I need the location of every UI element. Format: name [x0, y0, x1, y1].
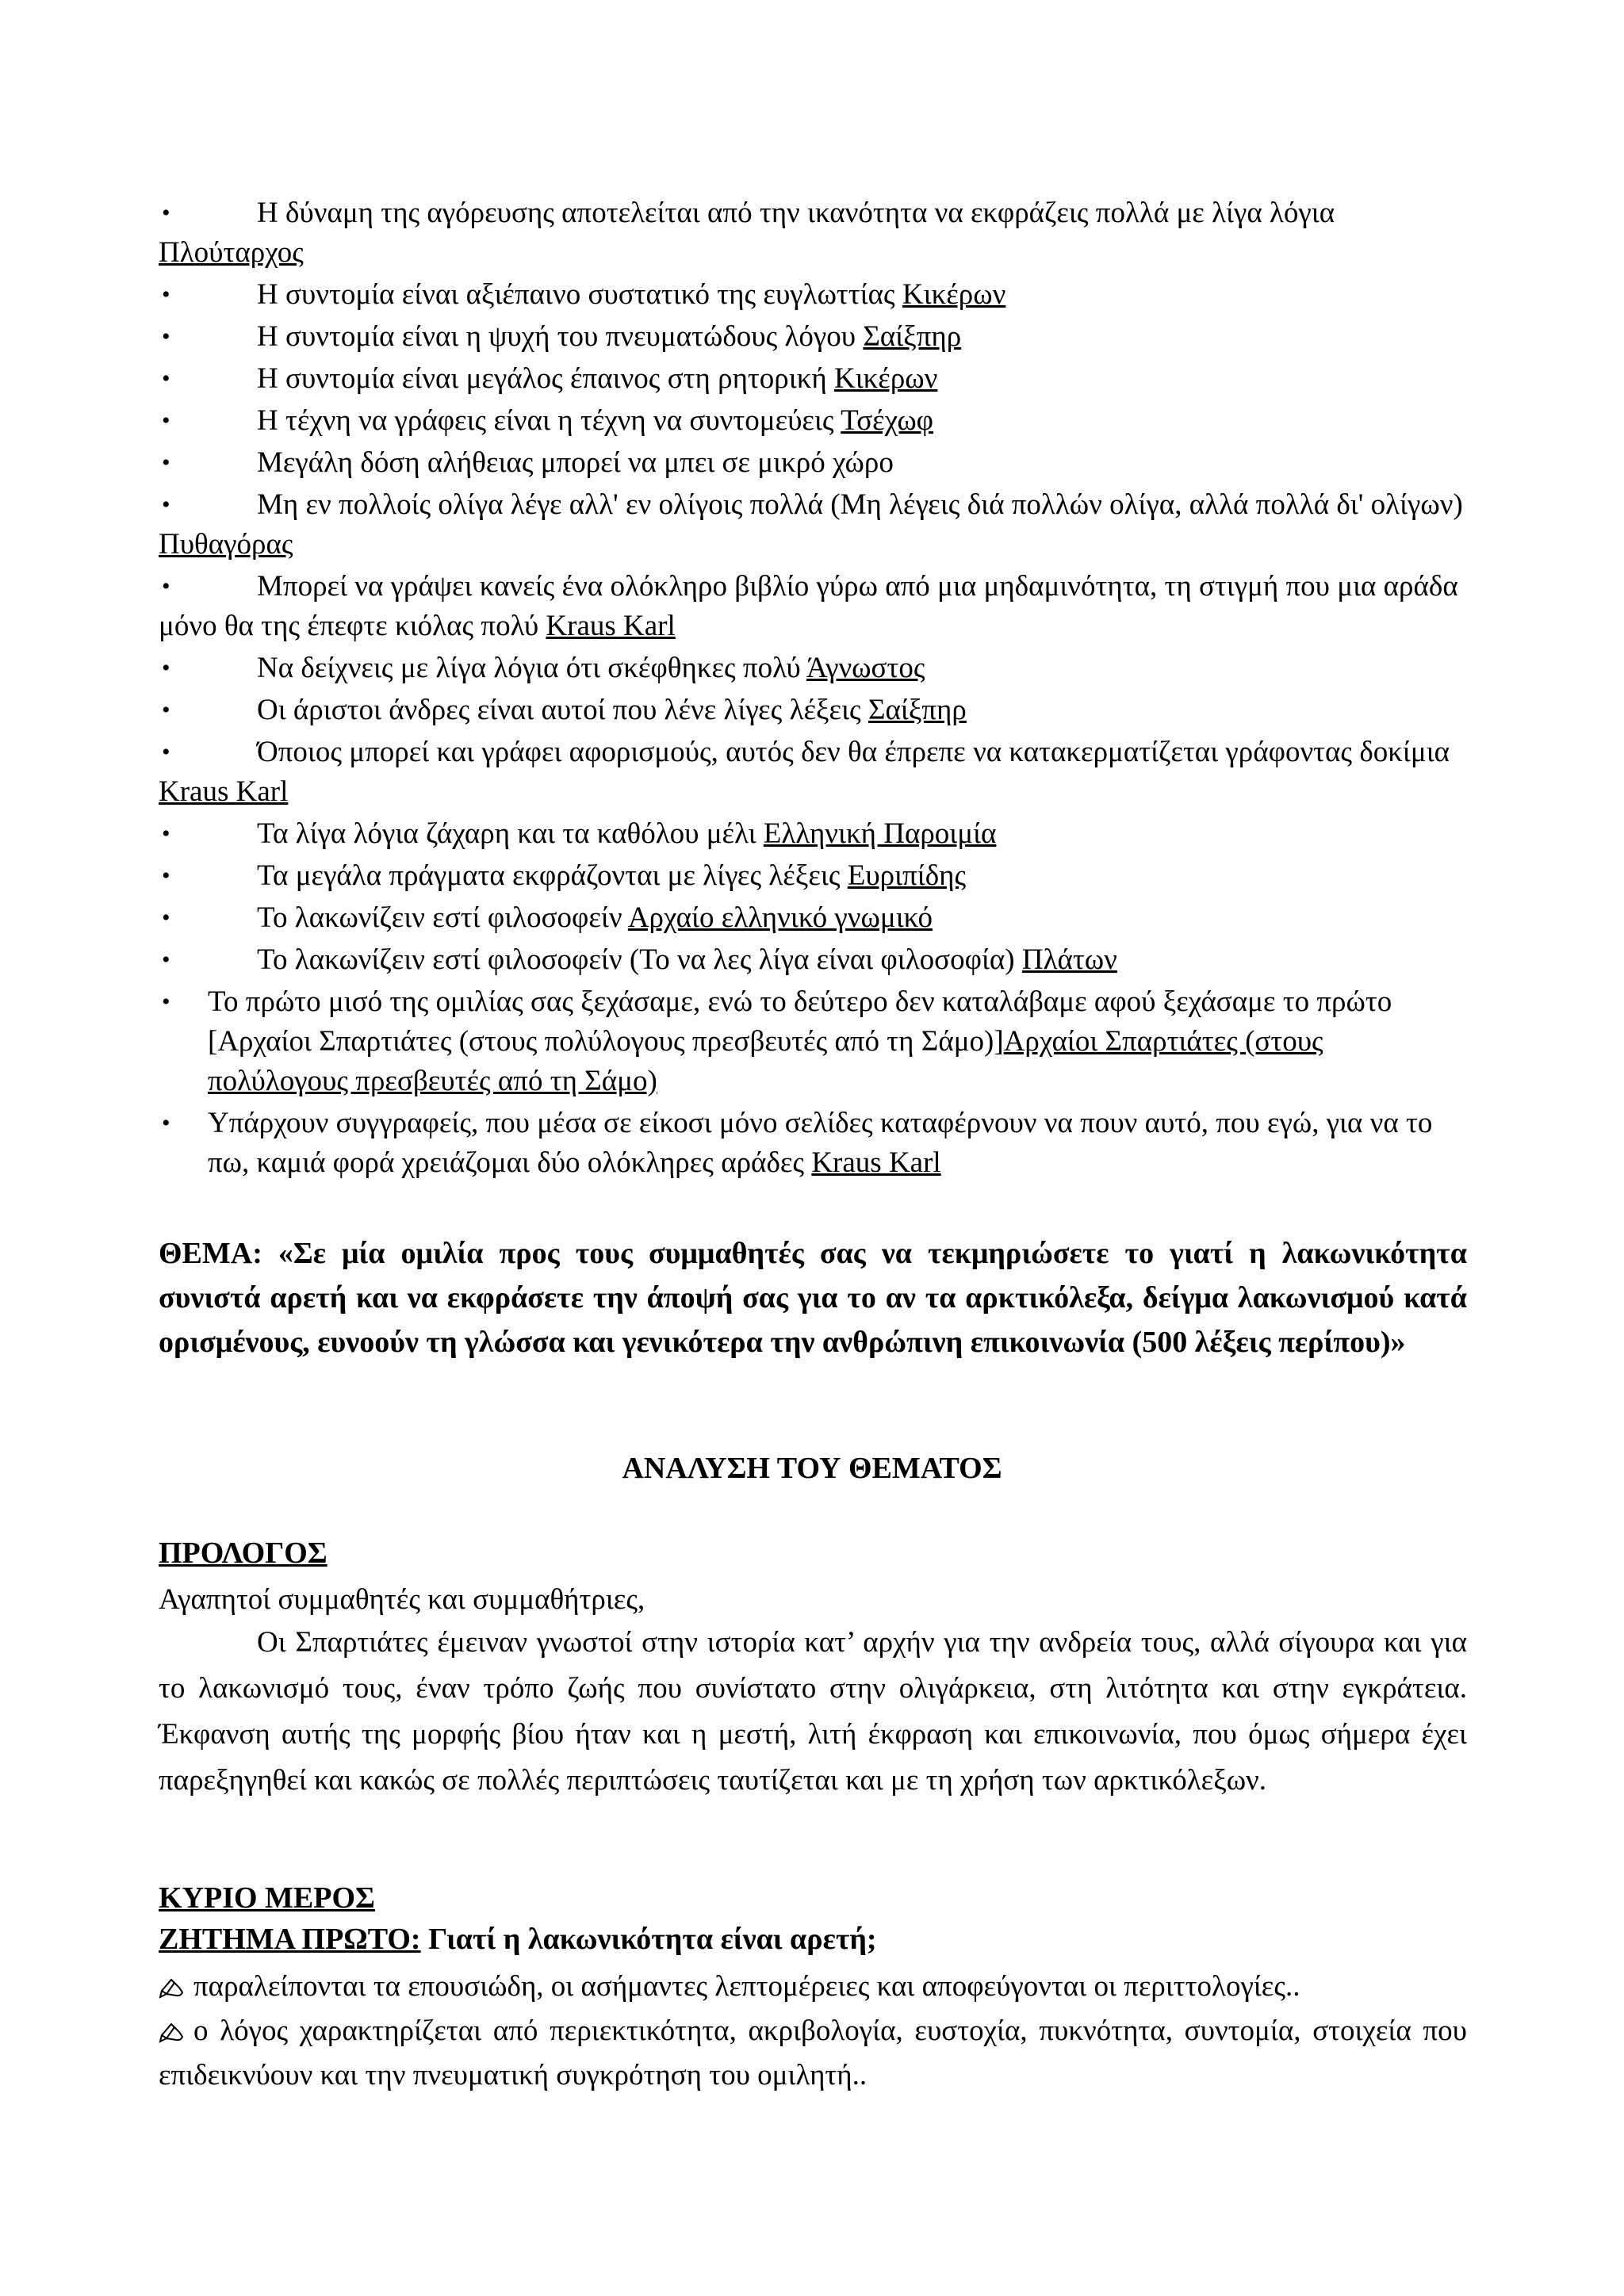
quote-text: Η συντομία είναι αξιέπαινο συστατικό της ευγλωττίας [257, 278, 895, 311]
quote-source-link[interactable]: Ελληνική Παροιμία [763, 817, 997, 850]
quote-source-link[interactable]: Πλούταρχος [159, 236, 304, 269]
quote-source-link[interactable]: Kraus Karl [811, 1146, 941, 1179]
quote-text: Τα λίγα λόγια ζάχαρη και τα καθόλου μέλι [257, 817, 756, 850]
list-item [159, 649, 1467, 688]
quote-text: Η συντομία είναι μεγάλος έπαινος στη ρητορική [257, 362, 827, 395]
analysis-title: ΑΝΑΛΥΣΗ ΤΟΥ ΘΕΜΑΤΟΣ [622, 1452, 1002, 1485]
quote-text: Η δύναμη της αγόρευσης αποτελείται από την ικανότητα να εκφράζεις πολλά με λίγα λόγια [257, 197, 1335, 229]
point-text: ο λόγος χαρακτηρίζεται από περιεκτικότητα, ακριβολογία, ευστοχία, πυκνότητα, συντομία, στοιχεία που επιδεικνύουν και την πνευματική συγκρότηση του ομιλητή.. [159, 2015, 1467, 2091]
essay-topic: ΘΕΜΑ: «Σε μία ομιλία προς τους συμμαθητές σας να τεκμηριώσετε το γιατί η λακωνικότητα συνιστά αρετή και να εκφράσετε την άποψή σας για το αν τα αρκτικόλεξα, δείγμα λακωνισμού κατά ορισμένους, ευνοούν τη γλώσσα και γενικότερα την ανθρώπινη επικοινωνία (500 λέξεις περίπου)» [159, 1237, 1467, 1359]
bullet: • [162, 408, 170, 434]
bullet: • [162, 739, 170, 765]
quote-text: Όποιος μπορεί και γράφει αφορισμούς, αυτός δεν θα έπρεπε να κατακερματίζεται γράφοντας δοκίμια [257, 736, 1450, 768]
bullet: • [162, 697, 170, 723]
bullet: • [162, 450, 170, 476]
bullet: • [162, 323, 170, 350]
list-item [159, 1104, 1467, 1183]
list-item [159, 567, 1467, 646]
issue-heading [159, 1922, 877, 1957]
quote-text: Μπορεί να γράψει κανείς ένα ολόκληρο βιβλίο γύρω από μια μηδαμινότητα, τη στιγμή που μια αράδα μόνο θα της έπεφτε κιόλας πολύ [159, 570, 1458, 642]
quote-source-link[interactable]: Κικέρων [833, 362, 938, 395]
list-item [159, 691, 1467, 730]
point-text: παραλείπονται τα επουσιώδη, οι ασήμαντες λεπτομέρειες και αποφεύγονται οι περιττολογίες.. [193, 1970, 1300, 2003]
points-list [159, 1965, 1467, 2098]
list-item [159, 317, 1467, 357]
bullet: • [162, 863, 170, 889]
bullet: • [162, 947, 170, 973]
bullet: • [162, 573, 170, 599]
list-item [159, 485, 1467, 564]
quote-text: Τα μεγάλα πράγματα εκφράζονται με λίγες λέξεις [257, 859, 841, 892]
quote-source-link[interactable]: Άγνωστος [806, 652, 925, 684]
issue-label: ΖΗΤΗΜΑ ΠΡΩΤΟ: [159, 1923, 421, 1956]
writing-hand-icon [159, 2018, 186, 2045]
prologue-heading: ΠΡΟΛΟΓΟΣ [159, 1536, 327, 1570]
bullet: • [162, 281, 170, 308]
quote-text: Υπάρχουν συγγραφείς, που μέσα σε είκοσι μόνο σελίδες καταφέρνουν να πουν αυτό, που εγώ, για να το πω, καμιά φορά χρειάζομαι δύο ολόκληρες αράδες [208, 1107, 1433, 1179]
quote-source-link[interactable]: Τσέχωφ [841, 404, 934, 437]
quote-text: Μη εν πολλοίς ολίγα λέγε αλλ' εν ολίγοις πολλά (Μη λέγεις διά πολλών ολίγα, αλλά πολλά δι' ολίγων) [257, 488, 1463, 521]
quote-text: Το πρώτο μισό της ομιλίας σας ξεχάσαμε, ενώ το δεύτερο δεν καταλάβαμε αφού ξεχάσαμε το πρώτο [Αρχαίοι Σπαρτιάτες (στους πολύλογους πρεσβευτές από τη Σάμο)] [208, 985, 1392, 1058]
list-item [159, 733, 1467, 812]
quote-source-link[interactable]: Kraus Karl [546, 610, 676, 642]
quotes-list [159, 193, 1467, 1183]
bullet: • [162, 1110, 170, 1136]
quote-text: Η τέχνη να γράφεις είναι η τέχνη να συντομεύεις [257, 404, 834, 437]
quote-text: Να δείχνεις με λίγα λόγια ότι σκέφθηκες πολύ [257, 652, 801, 684]
quote-text: Οι άριστοι άνδρες είναι αυτοί που λένε λίγες λέξεις [257, 694, 861, 726]
issue-question: Γιατί η λακωνικότητα είναι αρετή; [428, 1923, 877, 1956]
bullet: • [162, 821, 170, 847]
quote-text: Το λακωνίζειν εστί φιλοσοφείν [257, 901, 622, 934]
quote-source-link[interactable]: Kraus Karl [159, 775, 289, 808]
list-item [159, 443, 1467, 483]
list-item [159, 1965, 1467, 2009]
list-item [159, 275, 1467, 315]
quote-source-link[interactable]: Σαίξπηρ [863, 320, 962, 353]
quote-source-link[interactable]: Κικέρων [902, 278, 1006, 311]
bullet: • [162, 365, 170, 392]
quote-source-link[interactable]: Πλάτων [1021, 943, 1117, 976]
list-item [159, 982, 1467, 1101]
bullet: • [162, 492, 170, 518]
quote-source-link[interactable]: Σαίξπηρ [868, 694, 967, 726]
main-part-heading: ΚΥΡΙΟ ΜΕΡΟΣ [159, 1881, 375, 1915]
greeting: Αγαπητοί συμμαθητές και συμμαθήτριες, [159, 1583, 645, 1616]
quote-text: Η συντομία είναι η ψυχή του πνευματώδους λόγου [257, 320, 856, 353]
bullet: • [162, 989, 170, 1015]
quote-source-link[interactable]: Πυθαγόρας [159, 528, 293, 561]
writing-hand-icon [159, 1973, 186, 2000]
list-item [159, 898, 1467, 938]
quote-text: Το λακωνίζειν εστί φιλοσοφείν (Το να λες λίγα είναι φιλοσοφία) [257, 943, 1015, 976]
quote-source-link[interactable]: Αρχαίο ελληνικό γνωμικό [627, 901, 933, 934]
list-item [159, 856, 1467, 896]
quote-source-link[interactable]: Ευριπίδης [847, 859, 967, 892]
bullet: • [162, 655, 170, 681]
bullet: • [162, 200, 170, 226]
quote-text: Μεγάλη δόση αλήθειας μπορεί να μπει σε μικρό χώρο [257, 446, 894, 479]
bullet: • [162, 905, 170, 931]
list-item [159, 401, 1467, 441]
list-item [159, 940, 1467, 980]
prologue-paragraph: Οι Σπαρτιάτες έμειναν γνωστοί στην ιστορία κατ’ αρχήν για την ανδρεία τους, αλλά σίγουρα και για το λακωνισμό τους, έναν τρόπο ζωής που συνίστατο στην ολιγάρκεια, στη λιτότητα και στην εγκράτεια. Έκφανση αυτής της μορφής βίου ήταν και η μεστή, λιτή έκφραση και επικοινωνία, που όμως σήμερα έχει παρεξηγηθεί και κακώς σε πολλές περιπτώσεις ταυτίζεται και με τη χρήση των αρκτικόλεξων. [159, 1626, 1467, 1797]
list-item [159, 193, 1467, 273]
quote-source-link[interactable]: Αρχαίοι Σπαρτιάτες (στους πολύλογους πρεσβευτές από τη Σάμο) [208, 1025, 1323, 1097]
list-item [159, 359, 1467, 399]
list-item [159, 2009, 1467, 2098]
list-item [159, 814, 1467, 854]
